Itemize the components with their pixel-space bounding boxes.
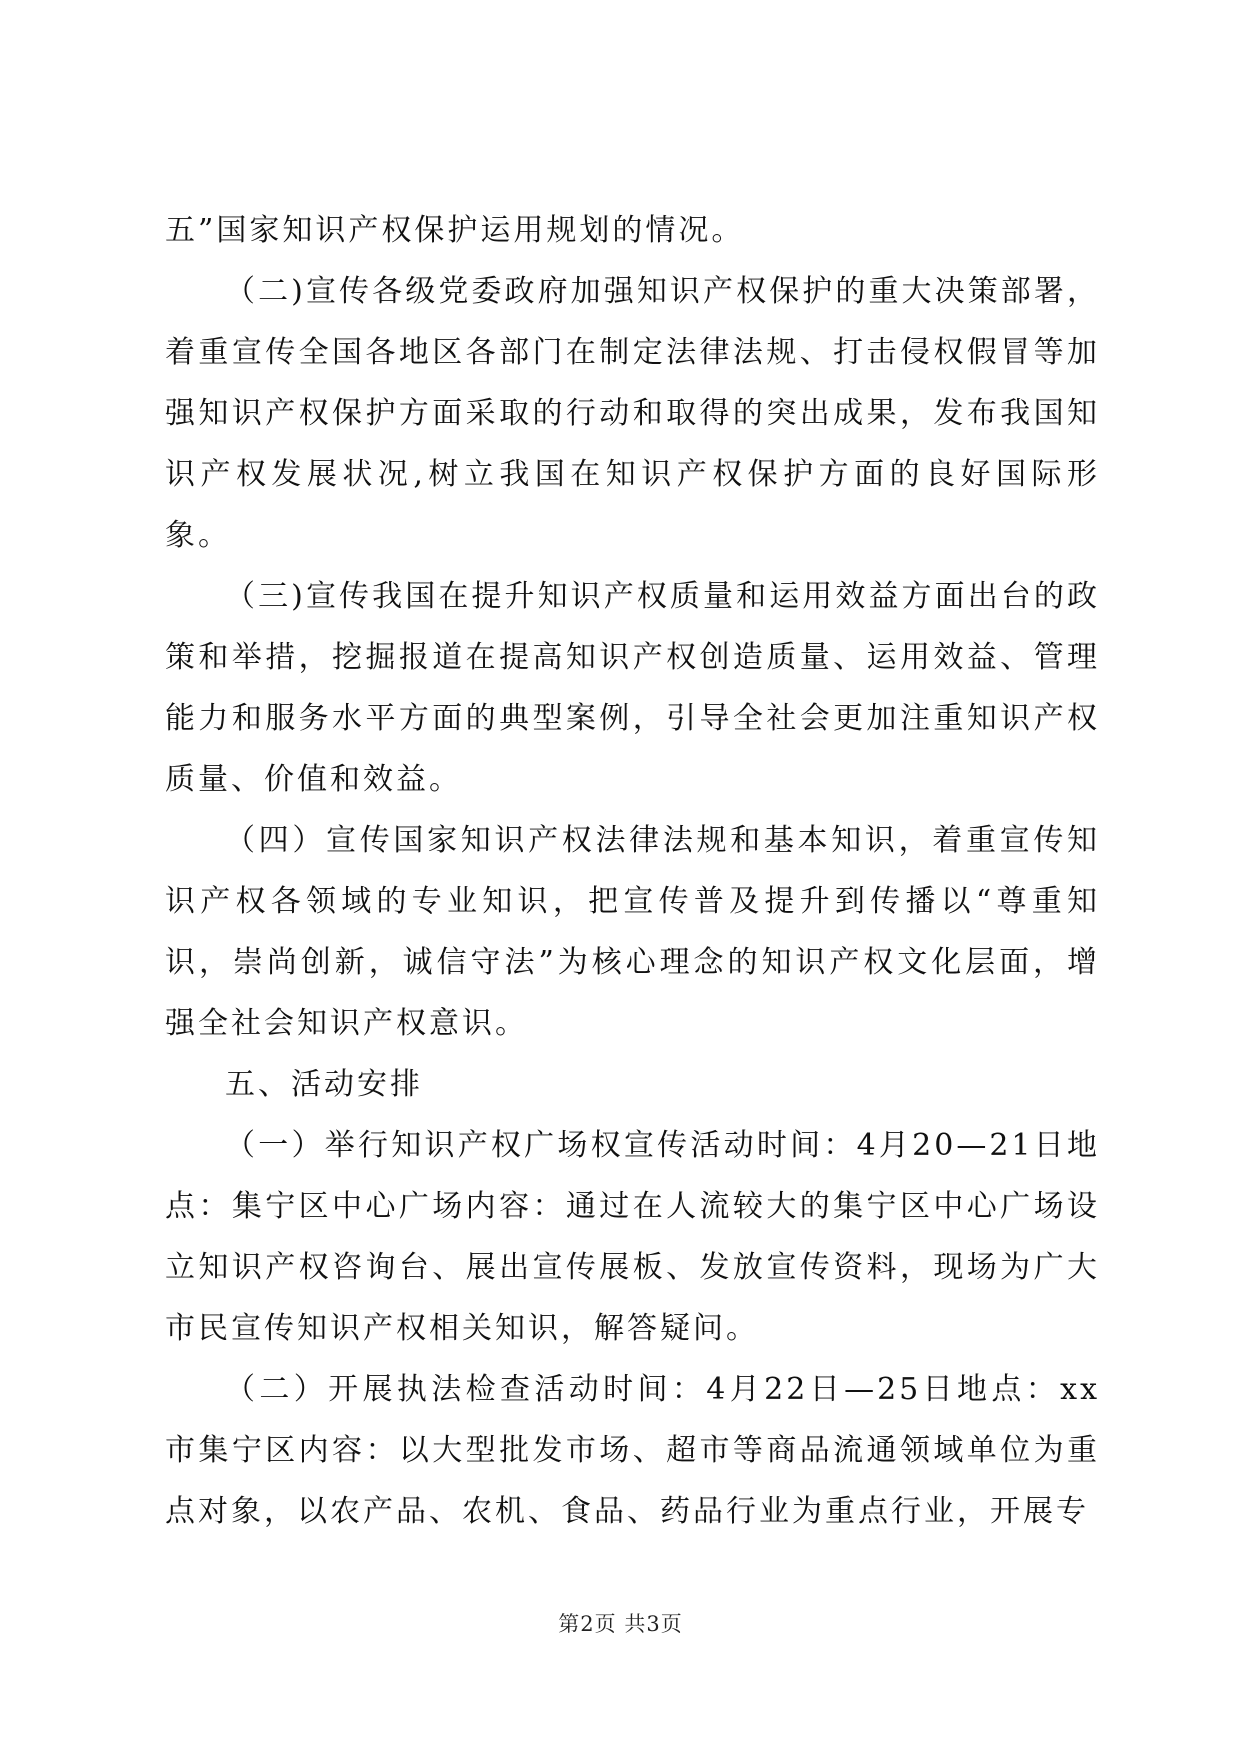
paragraph-item-4: （四）宣传国家知识产权法律法规和基本知识，着重宣传知识产权各领域的专业知识，把宣传普及提升到传播以“尊重知识，崇尚创新，诚信守法”为核心理念的知识产权文化层面，增强全社会知识产权意识。 [165,823,1100,1041]
paragraph-item-3: （三)宣传我国在提升知识产权质量和运用效益方面出台的政策和举措，挖掘报道在提高知识产权创造质量、运用效益、管理能力和服务水平方面的典型案例，引导全社会更加注重知识产权质量、价值和效益。 [165,579,1100,797]
section-heading-activities: 五、活动安排 [225,1067,423,1102]
paragraph-activity-2: （二）开展执法检查活动时间：4月22日—25日地点：xx市集宁区内容：以大型批发市场、超市等商品流通领域单位为重点对象，以农产品、农机、食品、药品行业为重点行业，开展专 [165,1372,1100,1529]
page-footer [0,1608,1241,1638]
paragraph-item-2: （二)宣传各级党委政府加强知识产权保护的重大决策部署，着重宣传全国各地区各部门在制定法律法规、打击侵权假冒等加强知识产权保护方面采取的行动和取得的突出成果，发布我国知识产权发展状况,树立我国在知识产权保护方面的良好国际形象。 [165,274,1100,553]
paragraph-activity-1: （一）举行知识产权广场权宣传活动时间：4月20—21日地点：集宁区中心广场内容：通过在人流较大的集宁区中心广场设立知识产权咨询台、展出宣传展板、发放宣传资料，现场为广大市民宣传知识产权相关知识，解答疑问。 [165,1128,1100,1346]
document-body [165,200,1100,1542]
paragraph-continuation: 五”国家知识产权保护运用规划的情况。 [165,213,745,248]
page-number-label: 第2页 共3页 [558,1612,683,1636]
